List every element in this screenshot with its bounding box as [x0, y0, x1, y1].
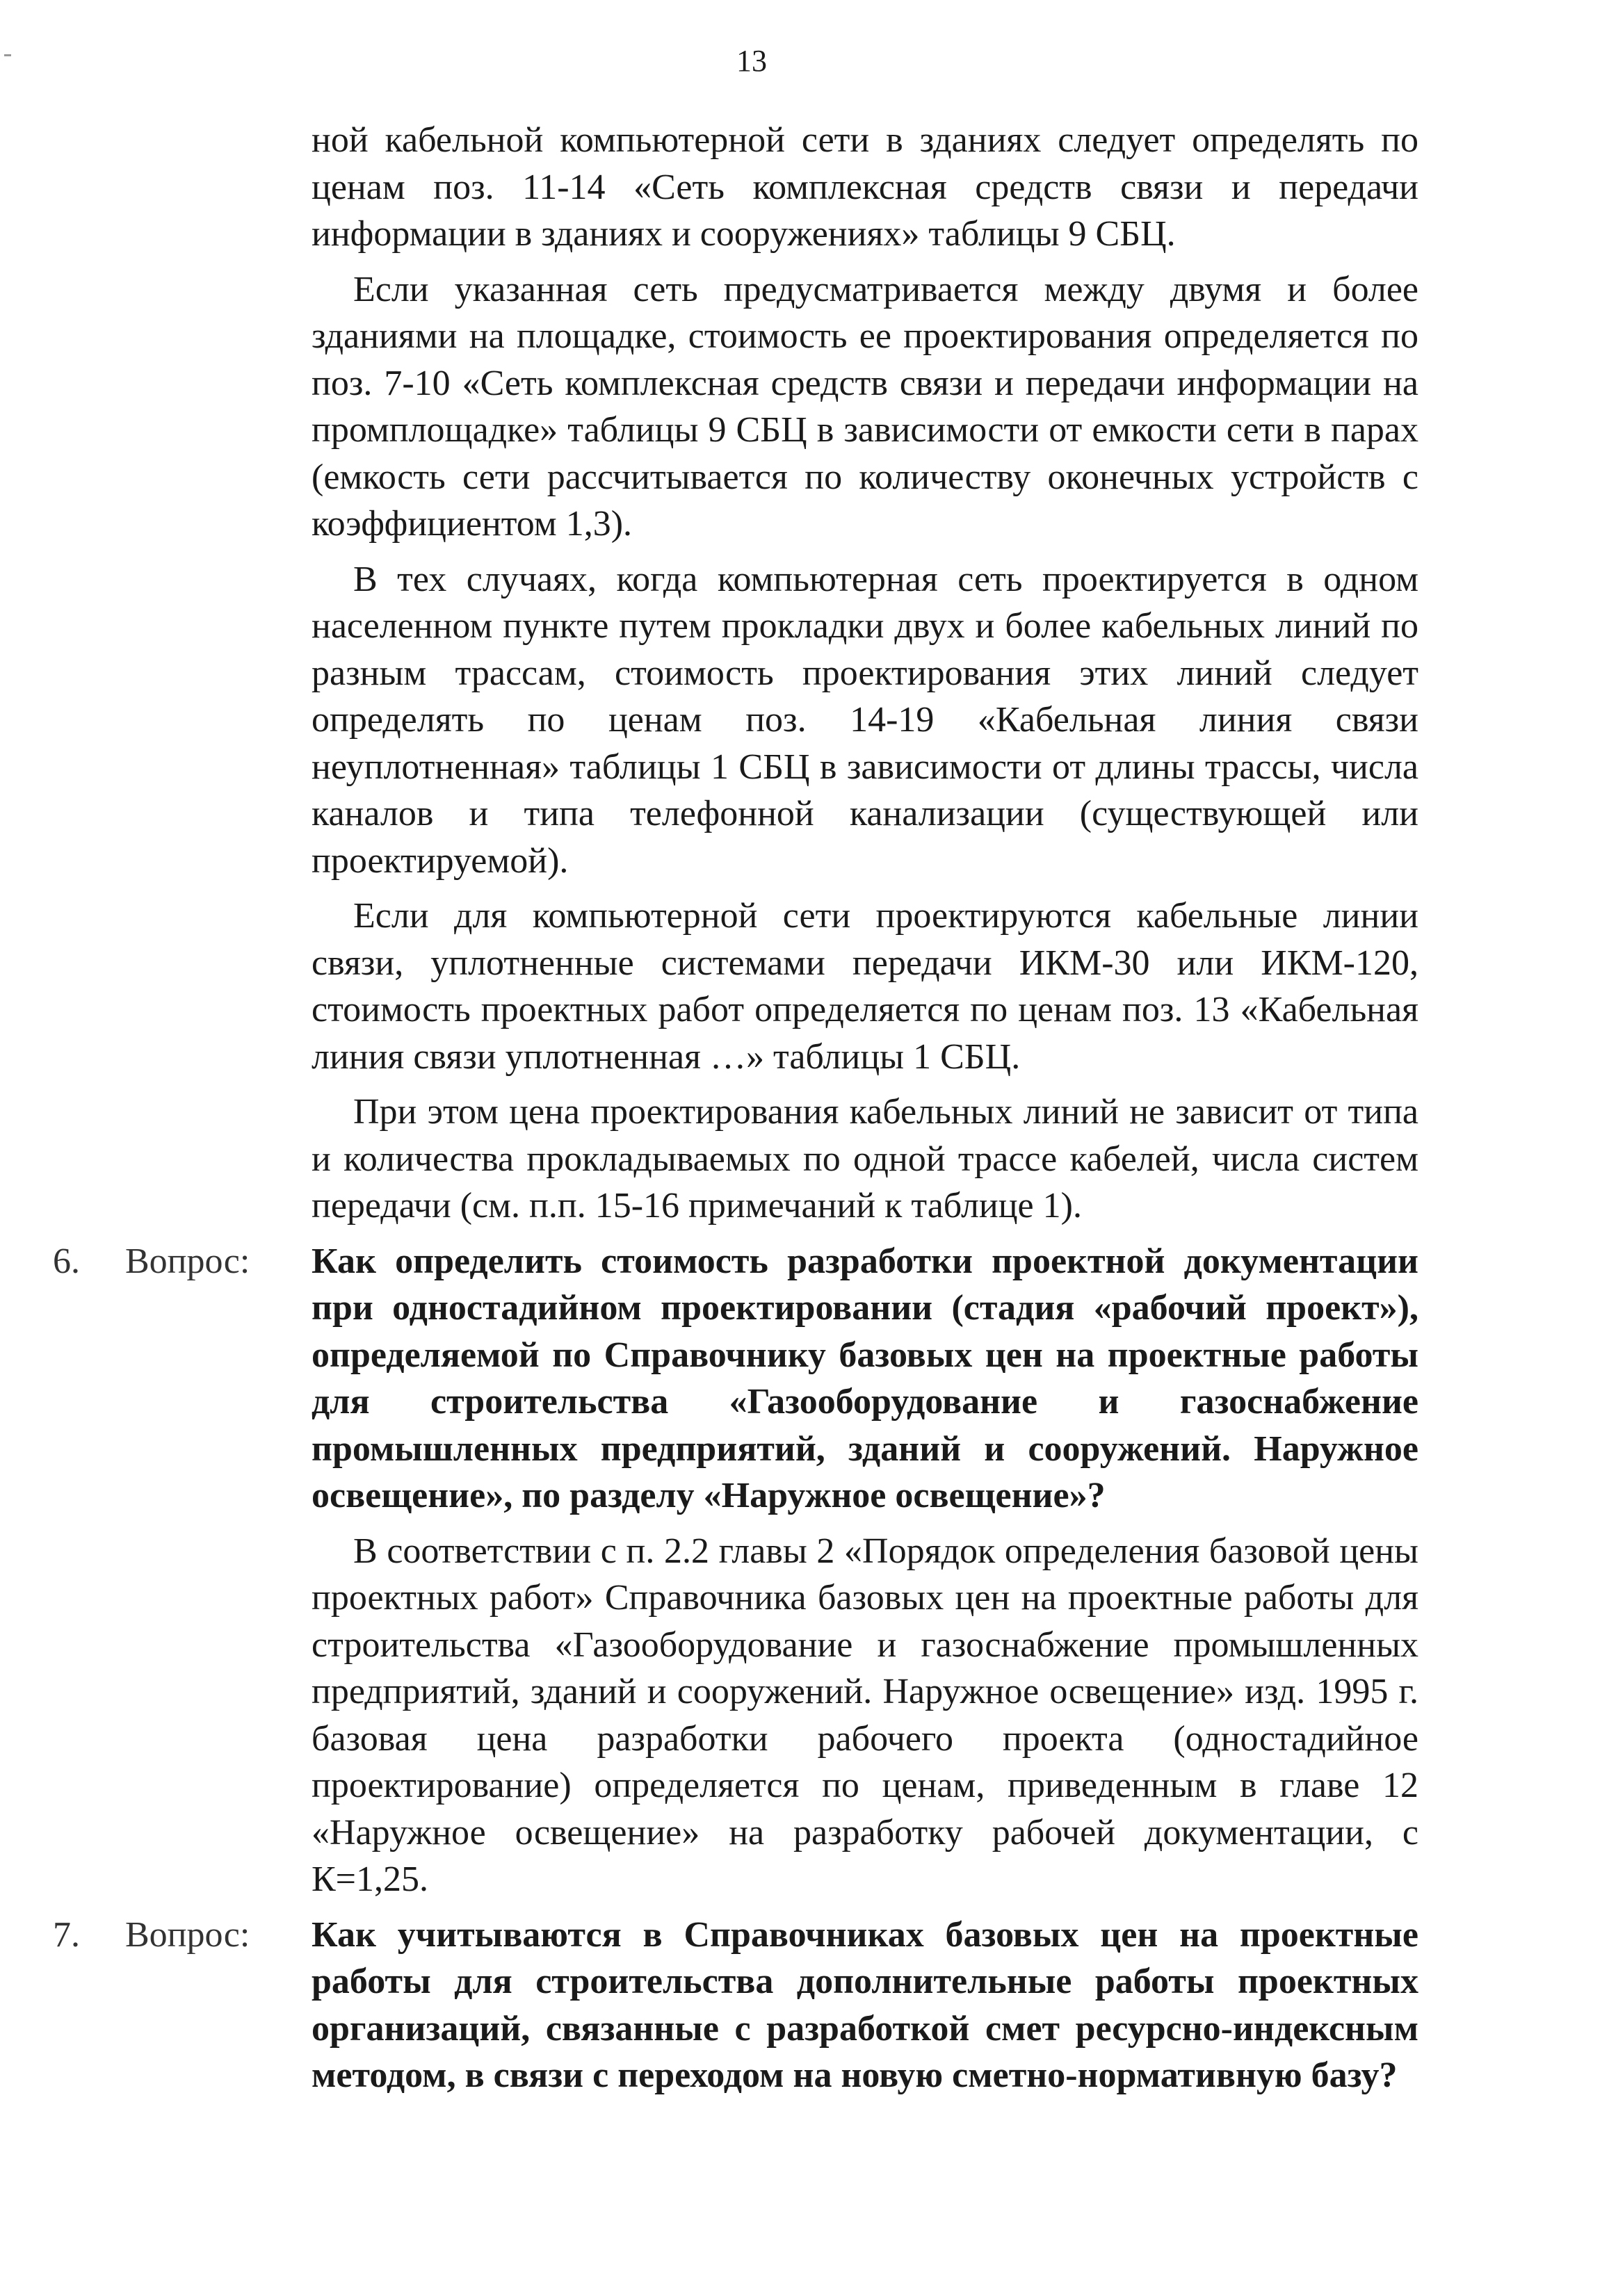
paragraph-1: ной кабельной компьютерной сети в зданиях следует определять по ценам поз. 11-14 «Сеть комплексная средств связи и передачи информации в зданиях и сооружениях» таблицы 9 СБЦ.	[312, 120, 1418, 254]
question-label: Вопрос:	[125, 1914, 250, 1955]
question-number: 7.	[53, 1914, 80, 1955]
answer-block	[312, 1528, 1418, 1903]
qa-item-7	[0, 1912, 1609, 2099]
paragraph-3: В тех случаях, когда компьютерная сеть проектируется в одном населенном пункте путем прокладки двух и более кабельных линий по разным трассам, стоимость проектирования этих линий следует определять по ценам поз. 14-19 «Кабельная линия связи неуплотненная» таблицы 1 СБЦ в зависимости от длины трассы, числа каналов и типа телефонной канализации (существующей или проектируемой).	[312, 559, 1418, 881]
question-label: Вопрос:	[125, 1241, 250, 1281]
paragraph-4: Если для компьютерной сети проектируются кабельные линии связи, уплотненные системами передачи ИКМ-30 или ИКМ-120, стоимость проектных работ определяется по ценам поз. 13 «Кабельная линия связи уплотненная …» таблицы 1 СБЦ.	[312, 896, 1418, 1077]
page-number: 13	[736, 44, 767, 78]
question-text: Как учитываются в Справочниках базовых цен на проектные работы для строительства дополнительные работы проектных организаций, связанные с разработкой смет ресурсно-индексным методом, в связи с переходом на новую сметно-нормативную базу?	[312, 1914, 1418, 2095]
qa-item-6	[0, 1238, 1609, 1903]
question-text: Как определить стоимость разработки проектной документации при одностадийном проектировании (стадия «рабочий проект»), определяемой по Справочнику базовых цен на проектные работы для строительства «Газооборудование и газоснабжение промышленных предприятий, зданий и сооружений. Наружное освещение», по разделу «Наружное освещение»?	[312, 1241, 1418, 1515]
qa-marker	[0, 1912, 312, 1958]
answer-text: В соответствии с п. 2.2 главы 2 «Порядок определения базовой цены проектных работ» Справочника базовых цен на проектные работы для строительства «Газооборудование и газоснабжение промышленных предприятий, зданий и сооружений. Наружное освещение» изд. 1995 г. базовая цена разработки рабочего проекта (одностадийное проектирование) определяется по ценам, приведенным в главе 12 «Наружное освещение» на разработку рабочей документации, с К=1,25.	[312, 1531, 1418, 1899]
intro-text-column	[312, 117, 1418, 1230]
paragraph-5: При этом цена проектирования кабельных линий не зависит от типа и количества прокладываемых по одной трассе кабелей, числа систем передачи (см. п.п. 15-16 примечаний к таблице 1).	[312, 1092, 1418, 1226]
qa-marker	[0, 1238, 312, 1285]
paragraph-2: Если указанная сеть предусматривается между двумя и более зданиями на площадке, стоимость ее проектирования определяется по поз. 7-10 «Сеть комплексная средств связи и передачи информации на промплощадке» таблицы 9 СБЦ в зависимости от емкости сети в парах (емкость сети рассчитывается по количеству оконечных устройств с коэффициентом 1,3).	[312, 269, 1418, 544]
question-number: 6.	[53, 1241, 80, 1281]
scan-margin-mark	[4, 54, 11, 56]
page-content	[0, 117, 1609, 2108]
